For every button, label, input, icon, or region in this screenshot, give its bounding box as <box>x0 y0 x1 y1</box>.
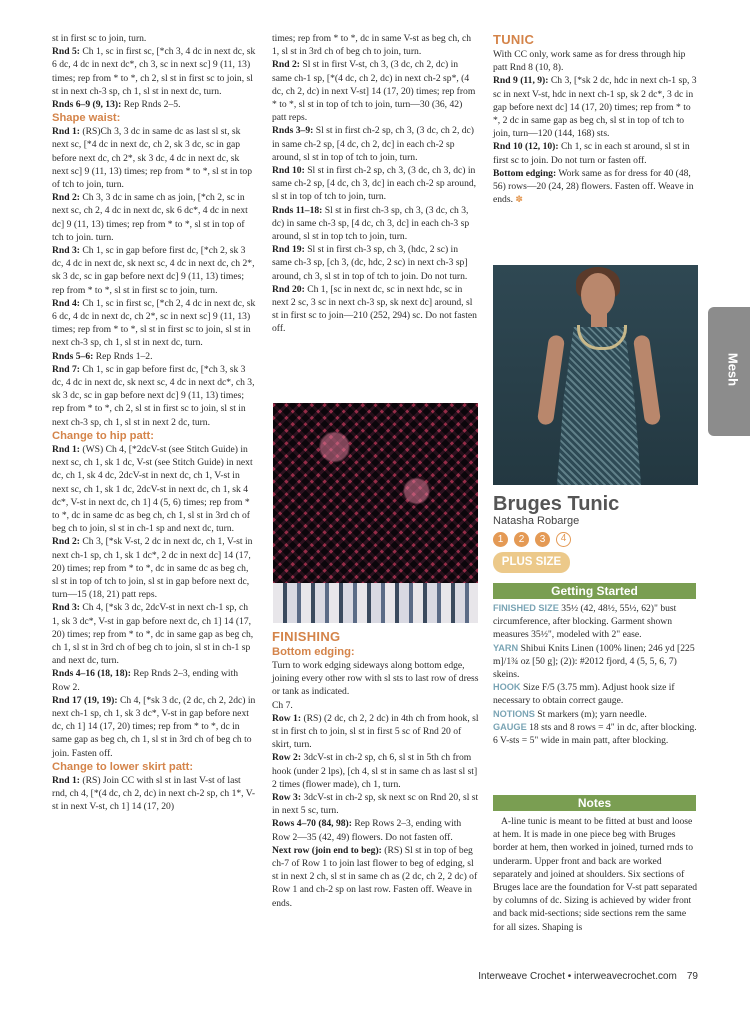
skill-level-dot: 2 <box>514 532 529 547</box>
page-footer <box>478 971 698 982</box>
end-flower-icon: ✽ <box>515 194 523 205</box>
spec-item <box>493 721 698 747</box>
spec-label: NOTIONS <box>493 708 535 719</box>
round-label: Rnds 5–6: <box>52 350 94 362</box>
lace-detail-photo <box>273 403 478 623</box>
round-label: Rnd 19: <box>272 244 305 256</box>
round-label: Row 3: <box>272 792 302 804</box>
round-instruction <box>52 125 257 191</box>
tunic-garment <box>557 327 641 485</box>
instruction-text: With CC only, work same as for dress through hip patt Rnd 8 (10, 8). <box>493 49 686 74</box>
footer-text: Interweave Crochet • interweavecrochet.com <box>478 971 677 982</box>
section-heading: Shape waist: <box>52 112 121 125</box>
spec-text: 35½ (42, 48½, 55½, 62)" bust circumference, after blocking. Garment shown measures 35½", modeled with 2" ease. <box>493 603 677 641</box>
round-text: Ch 1, sc in each st around, sl st in first sc to join. Do not turn or fasten off. <box>493 141 690 166</box>
round-label: Rnd 1: <box>52 774 80 786</box>
skill-level-dot: 4 <box>556 532 571 547</box>
instruction-text: times; rep from * to *, dc in same V-st as beg ch, ch 1, sl st in 3rd ch of beg ch to join, turn. <box>272 33 472 58</box>
round-label: Rnd 2: <box>52 536 80 548</box>
skill-level-indicator <box>493 532 571 547</box>
round-label: Rnds 11–18: <box>272 204 323 216</box>
round-instruction <box>52 694 257 760</box>
skill-level-dot: 3 <box>535 532 550 547</box>
spec-item <box>493 681 698 707</box>
column-3 <box>493 32 698 206</box>
notes-text: A-line tunic is meant to be fitted at bust and loose at hem. It is made in one piece beg with Bruges border at hem, then worked in joined, turned rnds to underarm. Upper front and back are worked separately and joined at shoulders. Six sections of Bruges lace are the foundation for V-st patt separated by columns of dc. Sizing is achieved by wider front and back mid-sections; side sections rem the same for all sizes. Shaping is <box>493 816 698 933</box>
round-label: Rnds 3–9: <box>272 125 314 137</box>
round-instruction <box>493 74 698 140</box>
section-heading: Change to lower skirt patt: <box>52 760 194 773</box>
round-label: Rnd 2: <box>272 59 300 71</box>
round-text: Ch 3, [*sk 2 dc, hdc in next ch-1 sp, 3 sc in next V-st, hdc in next ch-1 sp, sk 2 dc*, 3 dc in gap before next dc] 14 (17, 20) times; rep from * to *, 2 dc in same gap as beg ch, sl st in top of tch to join, turn—120 (144, 168) sts. <box>493 75 697 140</box>
round-text: (RS)Ch 3, 3 dc in same dc as last sl st, sk next sc, [*4 dc in next dc, ch 2, sk 3 dc, sc in gap before next dc, ch 2*, sk 3 dc, 4 dc in next dc, sk next sc] 9 (11, 13) times; rep from * to *, sl st in top of tch to join, turn. <box>52 126 253 191</box>
pattern-title: Bruges Tunic <box>493 493 620 515</box>
notes-heading: Notes <box>493 795 696 811</box>
round-text: Sl st in first ch-2 sp, ch 3, (3 dc, ch 3, dc) in same ch-2 sp, [4 dc, ch 3, dc] in each ch-2 sp around, sl st in top of tch to join, turn. <box>272 165 477 203</box>
round-instruction <box>52 244 257 297</box>
round-text: Ch 1, sc in first sc, [*ch 2, 4 dc in next dc, sk 6 dc, 4 dc in next dc, ch 2*, sc in next sc] 9 (11, 13) times; rep from * to *, sl st in first sc to join, sl st in next ch-3 sp, ch 1, sl st in next dc, turn. <box>52 297 256 349</box>
page-number: 79 <box>686 971 698 982</box>
model-photo <box>493 265 698 485</box>
column-2 <box>272 32 479 336</box>
round-text: Ch 1, sc in gap before first dc, [*ch 3, sk 3 dc, 4 dc in next dc, sk next sc, 4 dc in next dc*, ch 3, sk 3 dc, sc in gap before next dc] 9 (11, 13) times; rep from * to *, ch 2, sl st in first sc to join, sl st in next ch-3 sp, ch 1, sl st in next 2 dc, turn. <box>52 363 255 428</box>
round-instruction <box>52 667 257 693</box>
round-instruction <box>493 140 698 166</box>
round-label: Rnd 4: <box>52 297 80 309</box>
instruction-text: st in first sc to join, turn. <box>52 33 147 44</box>
round-text: Ch 1, [sc in next dc, sc in next hdc, sc in next 2 sc, 3 sc in next ch-3 sp, sk next dc] around, sl st in first sc to join—210 (252, 294) sc. Do not fasten off. <box>272 283 477 335</box>
column-1 <box>52 32 257 813</box>
getting-started-heading: Getting Started <box>493 583 696 599</box>
round-text: Ch 3, 3 dc in same ch as join, [*ch 2, sc in next sc, ch 2, 4 dc in next dc, sk 6 dc*, 4 dc in next dc] 9 (11, 13) times; rep from * to *, sl st in top of tch to join. turn. <box>52 192 248 243</box>
round-label: Rnd 7: <box>52 363 80 375</box>
round-instruction <box>272 243 479 283</box>
round-instruction <box>52 297 257 350</box>
round-text: (RS) (2 dc, ch 2, 2 dc) in 4th ch from hook, sl st in first ch to join, sl st in first 5 sc of Rnd 20 of skirt, turn. <box>272 712 479 751</box>
round-label: Rnd 17 (19, 19): <box>52 694 118 706</box>
spec-label: FINISHED SIZE <box>493 603 559 613</box>
round-label: Row 1: <box>272 712 302 724</box>
round-text: Ch 3, [*sk V-st, 2 dc in next dc, ch 1, V-st in next ch-1 sp, ch 1, sk 1 dc*, 2 dc in next dc] 14 (17, 20) times; rep from * to *, dc in same dc as beg ch, sl st in top of tch to join, sl st in gap before next dc, turn—15 (18, 21) patt reps. <box>52 536 253 601</box>
round-instruction <box>272 844 479 910</box>
round-instruction <box>52 350 257 363</box>
finishing-section <box>272 629 479 910</box>
round-text: Rep Rnds 1–2. <box>95 350 153 362</box>
spec-text: St markers (m); yarn needle. <box>537 708 647 720</box>
round-text: Rep Rnds 2–5. <box>123 99 181 111</box>
round-instruction <box>52 191 257 244</box>
section-heading: Change to hip patt: <box>52 429 154 442</box>
round-instruction <box>52 98 257 111</box>
spec-label: HOOK <box>493 682 521 693</box>
major-heading: FINISHING <box>272 629 341 644</box>
round-text: Ch 4, [*sk 3 dc, 2dcV-st in next ch-1 sp, ch 1, sk 3 dc*, V-st in gap before next dc, ch 1] 14 (17, 20) times; rep from * to *, dc in same gap as beg ch, ch 1, sl st in 3rd ch of beg ch to join, sl st in ch-1 sp and next dc, turn. <box>52 602 254 667</box>
round-text: (RS) Join CC with sl st in last V-st of last rnd, ch 4, [*(4 dc, ch 2, dc) in next ch-2 sp, ch 1*, V-st in next V-st, ch 1] 14 (17, 20) <box>52 774 256 813</box>
plus-size-badge: PLUS SIZE <box>493 552 570 573</box>
round-instruction <box>272 791 479 817</box>
round-instruction <box>272 124 479 164</box>
round-instruction <box>52 535 257 601</box>
instruction-text: Turn to work edging sideways along bottom edge, joining every other row with sl sts to last row of dress or tank as indicated. <box>272 660 479 698</box>
round-label: Rnd 1: <box>52 126 80 138</box>
round-label: Next row (join end to beg): <box>272 844 382 856</box>
spec-text: Shibui Knits Linen (100% linen; 246 yd [225 m]/1¾ oz [50 g]; (2)): #2012 fjord, 4 (5, 5, 6, 7) skeins. <box>493 642 695 681</box>
round-instruction <box>272 712 479 752</box>
round-label: Rnd 20: <box>272 283 305 295</box>
round-label: Rnd 10 (12, 10): <box>493 141 559 153</box>
round-instruction <box>272 751 479 791</box>
round-text: Sl st in first ch-3 sp, ch 3, (hdc, 2 sc) in same ch-3 sp, [ch 3, (dc, hdc, 2 sc) in next ch-3 sp] around, ch 3, sl st in top of tch to join. Do not turn. <box>272 244 468 282</box>
instruction-text: Ch 7. <box>272 699 293 711</box>
round-text: (WS) Ch 4, [*2dcV-st (see Stitch Guide) in next sc, ch 1, sk 1 dc, V-st (see Stitch Guide) in next dc, ch 1, sk 4 dc, 2dcV-st in next dc, ch 1, V-st in next sc, ch 1, sk 1 dc, 2dcV-st in next dc, ch 1, sk 4 dc*, V-st in next dc, ch 1] 4 (5, 6) times; rep from * to *, dc in same dc as beg ch, ch 1, sl st in 3rd ch of beg ch to join, sl st in ch-1 sp and next dc, turn. <box>52 443 253 535</box>
round-instruction <box>52 601 257 667</box>
major-heading: TUNIC <box>493 32 535 47</box>
round-text: Rep Rnds 2–3, ending with Row 2. <box>52 668 239 693</box>
round-label: Rnd 9 (11, 9): <box>493 75 549 87</box>
section-heading: Bottom edging: <box>272 646 355 658</box>
round-instruction <box>272 817 479 843</box>
round-label: Rnds 6–9 (9, 13): <box>52 99 122 111</box>
spec-label: YARN <box>493 642 519 653</box>
round-instruction <box>52 363 257 429</box>
round-text: Sl st in first ch-2 sp, ch 3, (3 dc, ch 2, dc) in same ch-2 sp, [4 dc, ch 2, dc] in each ch-2 sp around, sl st in top of tch to join, turn. <box>272 125 475 163</box>
round-text: Ch 1, sc in gap before first dc, [*ch 2, sk 3 dc, 4 dc in next dc, sk next sc, 4 dc in next dc, ch 2*, sk 3 dc, sc in gap before next dc] 9 (11, 13) times; rep from * to *, sl st in first sc to join, turn. <box>52 245 255 296</box>
model-arm-left <box>537 334 565 425</box>
round-text: Ch 1, sc in first sc, [*ch 3, 4 dc in next dc, sk 6 dc, 4 dc in next dc*, ch 3, sc in next sc] 9 (11, 13) times; rep from * to *, ch 2, sl st in first sc to join, sl st in next ch-3 sp, ch 1, sl st in next dc, turn. <box>52 46 256 97</box>
skill-level-dot: 1 <box>493 532 508 547</box>
spec-text: Size F/5 (3.75 mm). Adjust hook size if necessary to obtain correct gauge. <box>493 682 675 707</box>
spec-label: GAUGE <box>493 721 527 732</box>
round-label: Rnd 10: <box>272 165 305 177</box>
round-instruction <box>272 164 479 204</box>
spec-item <box>493 602 698 642</box>
getting-started-list <box>493 602 698 747</box>
round-instruction <box>52 774 257 814</box>
round-text: 3dcV-st in ch-2 sp, ch 6, sl st in 5th ch from hook (under 2 lps), [ch 4, sl st in same ch as last sl st] 2 times (flower made), ch 1, turn. <box>272 752 478 790</box>
round-text: Sl st in first ch-3 sp, ch 3, (3 dc, ch 3, dc) in same ch-3 sp, [4 dc, ch 3, dc] in each ch-3 sp around, sl st in top tch to join, turn. <box>272 204 470 243</box>
round-label: Rnds 4–16 (18, 18): <box>52 668 131 680</box>
round-text: Sl st in first V-st, ch 3, (3 dc, ch 2, dc) in same ch-1 sp, [*(4 dc, ch 2, dc) in next ch-2 sp*, (4 dc, ch 2, dc) in next V-st] 14 (17, 20) times; rep from * to *, sl st in top of tch to join, turn—30 (36, 42) patt reps. <box>272 59 476 124</box>
spec-item <box>493 642 698 682</box>
round-instruction <box>272 283 479 336</box>
section-tab-mesh[interactable] <box>708 307 750 436</box>
round-text: 3dcV-st in ch-2 sp, sk next sc on Rnd 20, sl st in next 5 sc, turn. <box>272 792 479 817</box>
section-tab-label: Mesh <box>725 352 741 387</box>
notes-body <box>493 815 698 934</box>
round-label: Rnd 1: <box>52 443 80 455</box>
spec-text: 18 sts and 8 rows = 4" in dc, after blocking. 6 V-sts = 5" wide in main patt, after blocking. <box>493 721 697 747</box>
round-text: Rep Rows 2–3, ending with Row 2—35 (42, 49) flowers. Do not fasten off. <box>272 818 462 843</box>
spec-item <box>493 708 698 721</box>
round-label: Rnd 2: <box>52 192 80 204</box>
model-arm-right <box>633 334 661 425</box>
round-instruction <box>52 45 257 98</box>
round-instruction <box>52 443 257 535</box>
round-label: Row 2: <box>272 752 302 764</box>
striped-hem <box>273 583 478 623</box>
designer-name: Natasha Robarge <box>493 515 580 527</box>
round-text: Ch 4, [*sk 3 dc, (2 dc, ch 2, 2dc) in next ch-1 sp, ch 1, sk 3 dc*, V-st in gap before next dc, ch 1] 14 (17, 20) times; rep from * to *, dc in same gap as beg ch, ch 1, sl st in 3rd ch of beg ch to join. Fasten off. <box>52 694 256 759</box>
model-head <box>581 273 615 317</box>
round-instruction <box>272 58 479 124</box>
round-label: Rnd 3: <box>52 245 80 257</box>
round-text: (RS) Sl st in top of beg ch-7 of Row 1 to join last flower to beg of edging, sl st in next 2 ch, sl st in same ch as (2 dc, ch 2, 2 dc) of Row 1 and ch-2 sp on last row. Fasten off. Weave in ends. <box>272 844 478 909</box>
round-instruction <box>493 167 698 207</box>
round-instruction <box>272 204 479 244</box>
round-label: Rnd 3: <box>52 602 80 614</box>
round-text: Work same as for dress for 40 (48, 56) rows—20 (24, 28) flowers. Fasten off. Weave in ends. <box>493 167 694 206</box>
round-label: Rnd 5: <box>52 46 80 58</box>
round-label: Rows 4–70 (84, 98): <box>272 818 352 830</box>
round-label: Bottom edging: <box>493 167 557 179</box>
